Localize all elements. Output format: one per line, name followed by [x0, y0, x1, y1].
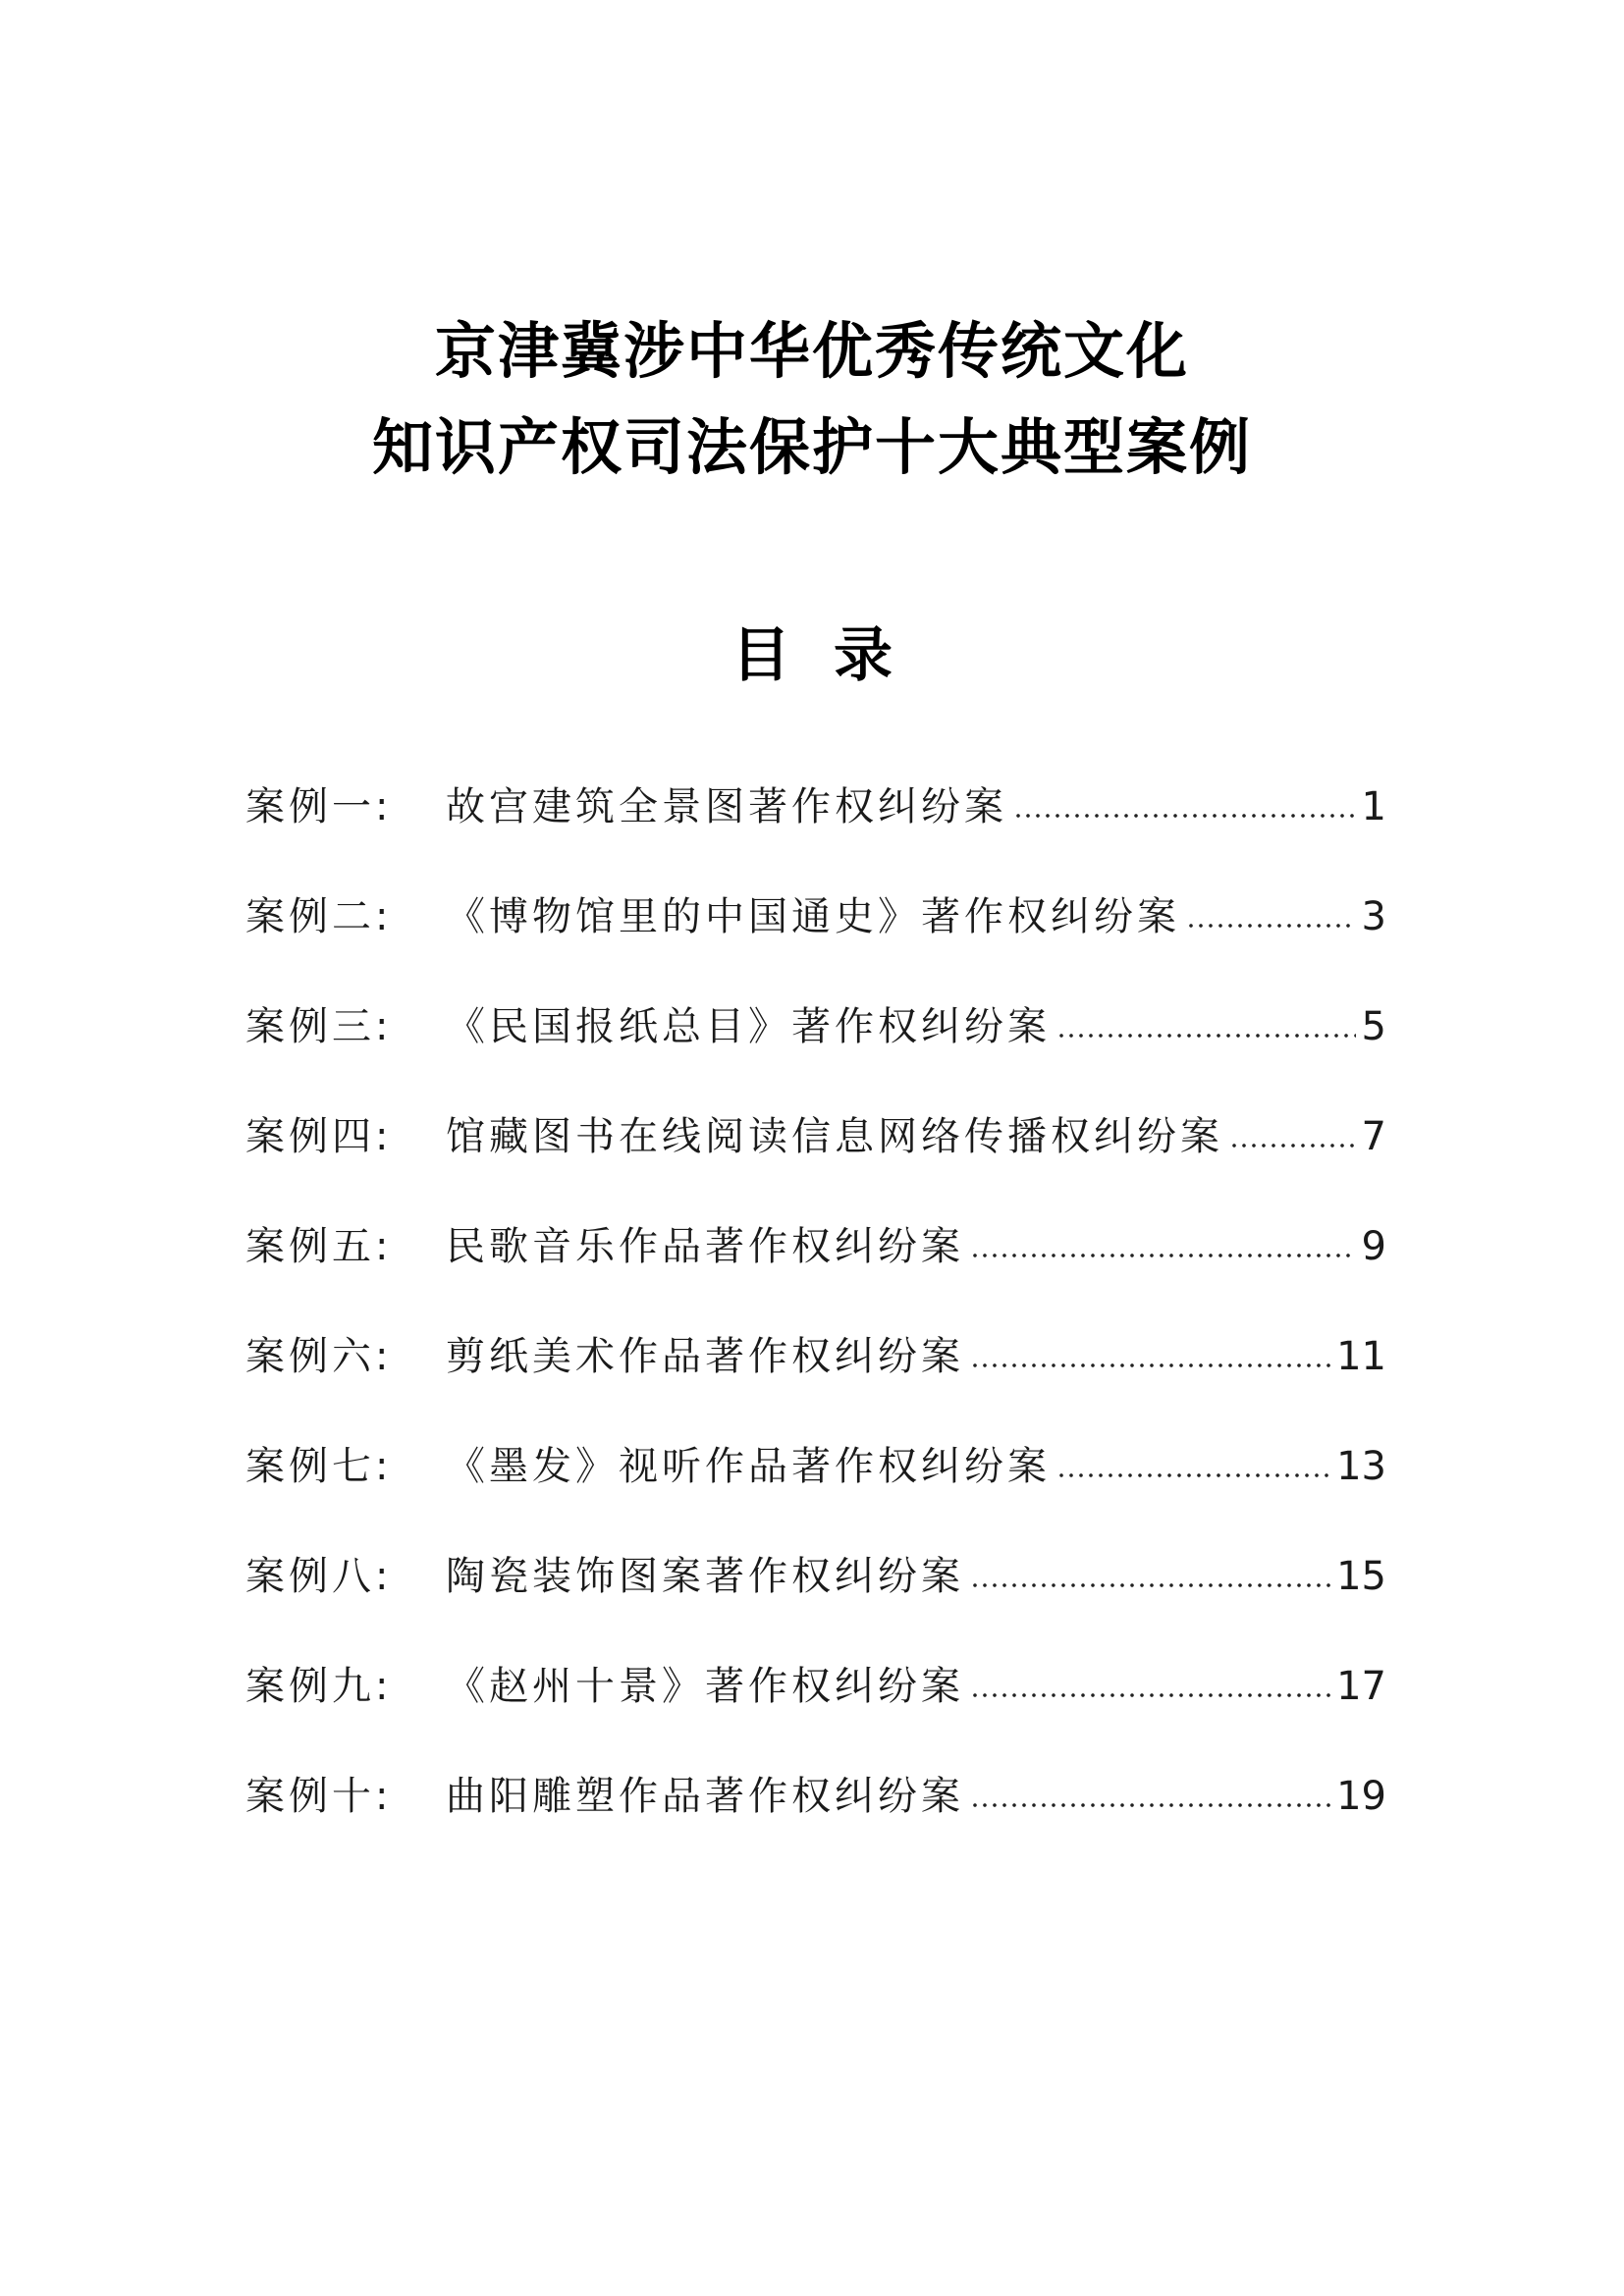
toc-entry-title: 《民国报纸总目》著作权纠纷案	[446, 1004, 1051, 1049]
toc-entry-title: 剪纸美术作品著作权纠纷案	[446, 1334, 964, 1379]
toc-entry-title: 《墨发》视听作品著作权纠纷案	[446, 1444, 1051, 1489]
toc-entry-3[interactable]	[245, 1000, 1386, 1110]
document-title-line-2: 知识产权司法保护十大典型案例	[371, 411, 1252, 483]
toc-entry-7[interactable]	[245, 1440, 1386, 1550]
toc-entry-label: 案例七:	[245, 1444, 393, 1489]
toc-entry-page-number: 9	[1361, 1224, 1386, 1269]
toc-entry-4[interactable]	[245, 1110, 1386, 1220]
document-title-line-1: 京津冀涉中华优秀传统文化	[434, 315, 1189, 387]
toc-entry-title: 馆藏图书在线阅读信息网络传播权纠纷案	[446, 1114, 1223, 1159]
toc-entry-label: 案例五:	[245, 1224, 393, 1269]
toc-entry-2[interactable]	[245, 890, 1386, 1000]
toc-entry-page-number: 15	[1336, 1554, 1386, 1599]
toc-entry-9[interactable]	[245, 1660, 1386, 1770]
toc-entry-label: 案例三:	[245, 1004, 393, 1049]
toc-entry-5[interactable]	[245, 1220, 1386, 1330]
toc-entry-title: 民歌音乐作品著作权纠纷案	[446, 1224, 964, 1269]
toc-entry-page-number: 7	[1361, 1114, 1386, 1159]
toc-entry-10[interactable]	[245, 1770, 1386, 1880]
toc-dot-leader	[970, 1252, 1356, 1259]
toc-entry-page-number: 17	[1336, 1664, 1386, 1709]
toc-entry-label: 案例四:	[245, 1114, 393, 1159]
toc-entry-page-number: 13	[1336, 1444, 1386, 1489]
table-of-contents	[245, 780, 1386, 1880]
toc-entry-6[interactable]	[245, 1330, 1386, 1440]
toc-entry-title: 《赵州十景》著作权纠纷案	[446, 1664, 964, 1709]
toc-entry-title: 曲阳雕塑作品著作权纠纷案	[446, 1774, 964, 1819]
toc-dot-leader	[1056, 1032, 1356, 1040]
toc-entry-label: 案例十:	[245, 1774, 393, 1819]
toc-entry-label: 案例一:	[245, 784, 393, 829]
toc-entry-label: 案例二:	[245, 894, 393, 939]
toc-dot-leader	[970, 1691, 1330, 1699]
toc-entry-page-number: 19	[1336, 1774, 1386, 1819]
toc-dot-leader	[1186, 922, 1356, 930]
toc-entry-page-number: 3	[1361, 894, 1386, 939]
toc-entry-label: 案例六:	[245, 1334, 393, 1379]
toc-entry-label: 案例八:	[245, 1554, 393, 1599]
toc-entry-title: 故宫建筑全景图著作权纠纷案	[446, 784, 1007, 829]
toc-dot-leader	[970, 1801, 1330, 1809]
toc-entry-1[interactable]	[245, 780, 1386, 890]
toc-dot-leader	[970, 1362, 1330, 1369]
toc-entry-page-number: 1	[1361, 784, 1386, 829]
toc-entry-label: 案例九:	[245, 1664, 393, 1709]
toc-dot-leader	[1013, 812, 1356, 820]
toc-entry-8[interactable]	[245, 1550, 1386, 1660]
toc-heading: 目录	[731, 621, 936, 690]
toc-dot-leader	[1229, 1142, 1356, 1149]
toc-entry-page-number: 5	[1361, 1004, 1386, 1049]
toc-dot-leader	[1056, 1471, 1330, 1479]
toc-entry-title: 陶瓷装饰图案著作权纠纷案	[446, 1554, 964, 1599]
toc-entry-page-number: 11	[1336, 1334, 1386, 1379]
toc-entry-title: 《博物馆里的中国通史》著作权纠纷案	[446, 894, 1180, 939]
toc-dot-leader	[970, 1581, 1330, 1589]
